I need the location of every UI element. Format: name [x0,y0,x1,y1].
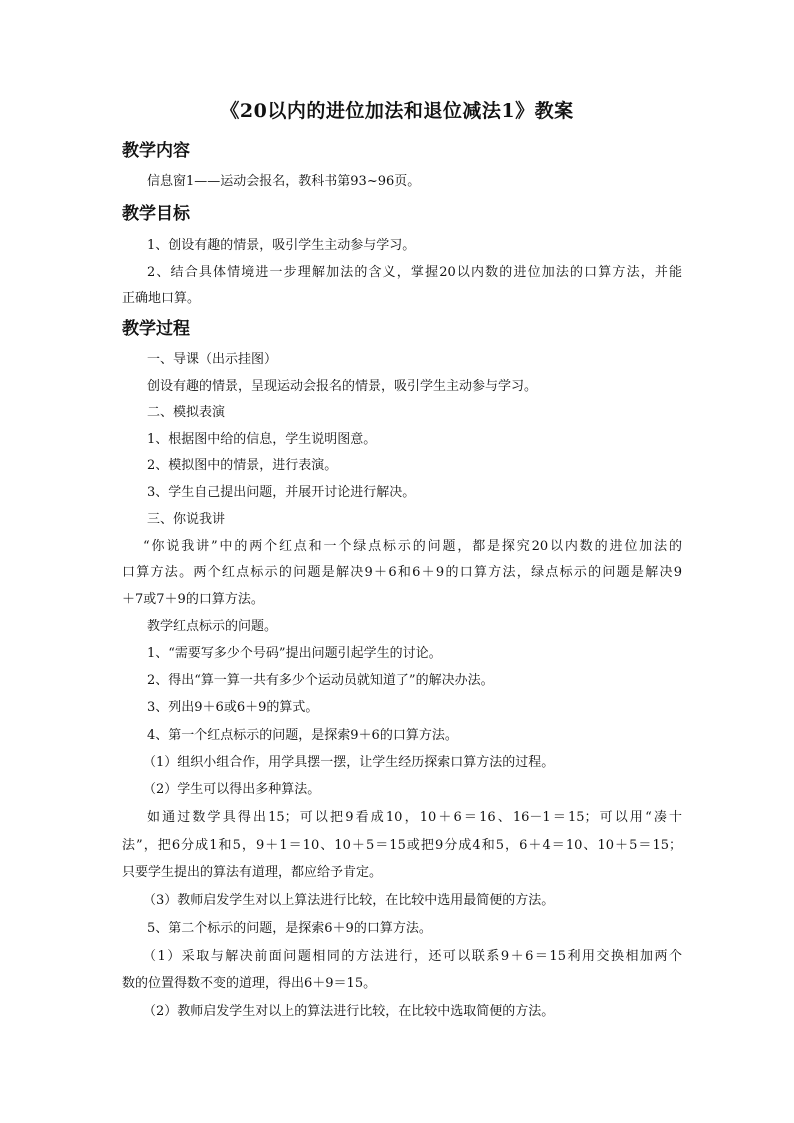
paragraph-line: 数的位置得数不变的道理，得出6＋9＝15。 [122,976,377,991]
paragraph-line: 5、第二个标示的问题，是探索6＋9的口算方法。 [147,921,432,936]
paragraph-line: （1）采取与解决前面问题相同的方法进行，还可以联系9＋6＝15利用交换相加两个 [143,949,682,964]
paragraph-line: 正确地口算。 [122,291,201,306]
paragraph-line: 1、根据图中给的信息，学生说明图意。 [147,432,377,447]
section-heading-content: 教学内容 [122,141,190,161]
paragraph-line: 4、第一个红点标示的问题，是探索9＋6的口算方法。 [147,728,458,743]
paragraph-line: （2）教师启发学生对以上的算法进行比较，在比较中选取简便的方法。 [143,1004,555,1019]
paragraph-line: 创设有趣的情景，呈现运动会报名的情景，吸引学生主动参与学习。 [147,379,538,394]
paragraph-line: 2、模拟图中的情景，进行表演。 [147,458,338,473]
paragraph-line: （2）学生可以得出多种算法。 [143,782,321,797]
section-heading-goals: 教学目标 [122,204,190,224]
document-title: 《20以内的进位加法和退位减法1》教案 [220,100,574,122]
paragraph-line: 二、模拟表演 [147,405,226,420]
paragraph-line: 3、学生自己提出问题，并展开讨论进行解决。 [147,485,416,500]
paragraph-line: 一、导课（出示挂图） [147,352,278,367]
paragraph-line: （1）组织小组合作，用学具摆一摆，让学生经历探索口算方法的过程。 [143,755,555,770]
paragraph-line: 2、得出“算一算一共有多少个运动员就知道了”的解决办法。 [147,673,494,688]
paragraph-line: 2、结合具体情境进一步理解加法的含义，掌握20以内数的进位加法的口算方法，并能 [147,265,682,280]
paragraph-line: 教学红点标示的问题。 [147,619,278,634]
paragraph-line: 1、“需要写多少个号码”提出问题引起学生的讨论。 [147,646,442,661]
paragraph-line: 法”，把6分成1和5，9＋1＝10、10＋5＝15或把9分成4和5，6＋4＝10、10＋5＝15； [122,838,682,853]
paragraph-line: ＋7或7＋9的口算方法。 [122,592,264,607]
paragraph-line: 只要学生提出的算法有道理，都应给予肯定。 [122,865,383,880]
paragraph-line: 信息窗1——运动会报名，教科书第93~96页。 [147,174,421,189]
paragraph-line: （3）教师启发学生对以上算法进行比较，在比较中选用最简便的方法。 [143,893,555,908]
paragraph-line: “你说我讲”中的两个红点和一个绿点标示的问题，都是探究20以内数的进位加法的 [143,539,682,554]
section-heading-process: 教学过程 [122,319,190,339]
paragraph-line: 口算方法。两个红点标示的问题是解决9＋6和6＋9的口算方法，绿点标示的问题是解决9 [122,565,682,580]
paragraph-line: 1、创设有趣的情景，吸引学生主动参与学习。 [147,238,416,253]
paragraph-line: 3、列出9＋6或6＋9的算式。 [147,700,319,715]
paragraph-line: 如通过数学具得出15；可以把9看成10，10＋6＝16、16－1＝15；可以用“凑十 [147,810,682,825]
paragraph-line: 三、你说我讲 [147,512,226,527]
